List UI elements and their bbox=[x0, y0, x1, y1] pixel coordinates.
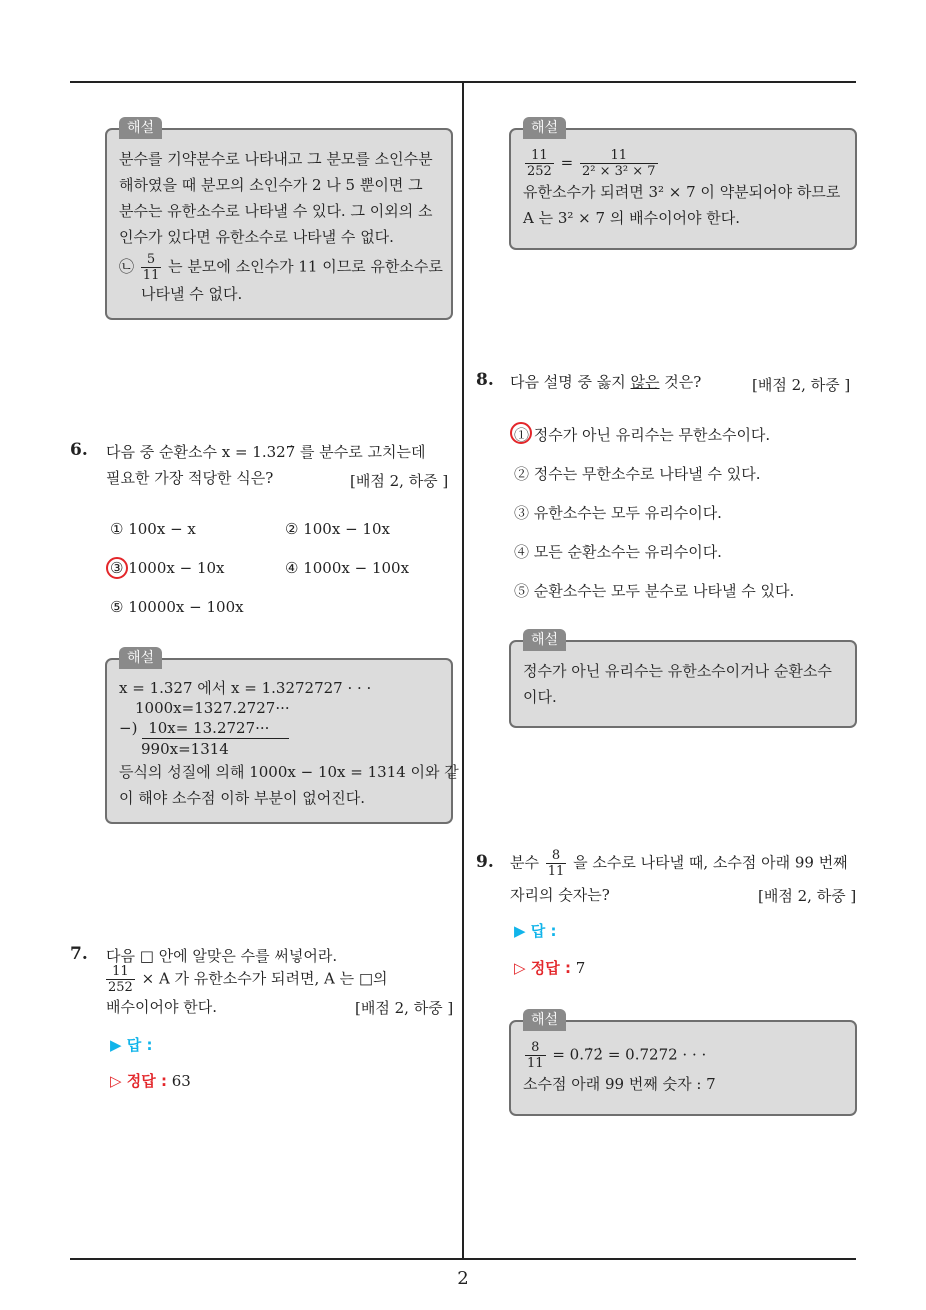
correct-label: ▷ 정답 : bbox=[110, 1072, 167, 1090]
explanation-tag: 해설 bbox=[523, 117, 566, 139]
bottom-rule bbox=[70, 1258, 856, 1260]
explanation-line: 등식의 성질에 의해 1000x − 10x = 1314 이와 같 bbox=[119, 763, 459, 781]
explanation-line: 이다. bbox=[523, 688, 557, 706]
question-7-meta: [배점 2, 하중 ] bbox=[355, 999, 454, 1017]
choice-5[interactable]: ⑤ 순환소수는 모두 분수로 나타낼 수 있다. bbox=[514, 582, 795, 600]
numerator: 8 bbox=[525, 1040, 546, 1056]
correct-answer bbox=[110, 1070, 191, 1091]
question-number-8: 8. bbox=[476, 370, 494, 390]
denominator: 11 bbox=[142, 268, 160, 283]
choice-5[interactable]: ⑤ 10000x − 100x bbox=[110, 598, 244, 616]
explanation-line: 이 해야 소수점 이하 부분이 없어진다. bbox=[119, 789, 365, 807]
question-number-7: 7. bbox=[70, 944, 88, 964]
question-8-text-a: 다음 설명 중 옳지 bbox=[510, 373, 631, 391]
choice-1[interactable]: ① 100x − x bbox=[110, 520, 196, 538]
question-number-6: 6. bbox=[70, 440, 88, 460]
question-9-meta: [배점 2, 하중 ] bbox=[758, 887, 857, 905]
equals: = bbox=[560, 153, 574, 172]
numerator: 11 bbox=[106, 964, 135, 980]
explanation-tag: 해설 bbox=[523, 1009, 566, 1031]
choice-3[interactable]: ③ 유한소수는 모두 유리수이다. bbox=[514, 504, 722, 522]
explanation-line: 소수점 아래 99 번째 숫자 : 7 bbox=[523, 1075, 716, 1093]
item-text: 는 분모에 소인수가 11 이므로 유한소수로 bbox=[168, 257, 443, 276]
question-7-text: × A 가 유한소수가 되려면, A 는 □의 bbox=[141, 969, 388, 988]
explanation-line: 인수가 있다면 유한소수로 나타낼 수 없다. bbox=[119, 228, 394, 246]
explanation-item bbox=[119, 252, 441, 283]
denominator: 252 bbox=[108, 980, 133, 995]
explanation-line: A 는 3² × 7 의 배수이어야 한다. bbox=[523, 209, 741, 227]
explanation-line: 990x=1314 bbox=[141, 740, 229, 758]
question-7-line1: 다음 □ 안에 알맞은 수를 써넣어라. bbox=[106, 947, 338, 965]
question-9-pre: 분수 bbox=[510, 853, 539, 872]
denominator: 11 bbox=[547, 864, 565, 879]
explanation-line: 분수는 유한소수로 나타낼 수 있다. 그 이외의 소 bbox=[119, 202, 433, 220]
question-6-line1: 다음 중 순환소수 x = 1.327̇ 를 분수로 고치는데 bbox=[106, 443, 426, 461]
explanation-tag: 해설 bbox=[119, 117, 162, 139]
fraction bbox=[525, 148, 554, 179]
subtrahend: 10x= 13.2727··· bbox=[142, 718, 289, 739]
subtraction-line bbox=[119, 718, 441, 739]
explanation-line: 1000x=1327.2727··· bbox=[135, 699, 290, 717]
denominator: 2² × 3² × 7 bbox=[581, 164, 656, 179]
choice-2[interactable]: ② 100x − 10x bbox=[285, 520, 390, 538]
fraction bbox=[106, 964, 135, 995]
numerator: 8 bbox=[546, 848, 567, 864]
question-9-line2: 자리의 숫자는? bbox=[510, 886, 610, 904]
explanation-box-8 bbox=[509, 632, 857, 728]
equation-rest: = 0.7̇2̇ = 0.7272 · · · bbox=[552, 1045, 707, 1064]
numerator: 5 bbox=[141, 252, 162, 268]
choice-3[interactable]: ③ 1000x − 10x bbox=[110, 559, 225, 577]
correct-answer bbox=[514, 957, 585, 978]
denominator: 252 bbox=[527, 164, 552, 179]
explanation-box-9 bbox=[509, 1012, 857, 1116]
fraction bbox=[141, 252, 162, 283]
explanation-line: 유한소수가 되려면 3² × 7 이 약분되어야 하므로 bbox=[523, 183, 841, 201]
question-6-line2: 필요한 가장 적당한 식은? bbox=[106, 469, 274, 487]
correct-value: 7 bbox=[575, 959, 586, 977]
column-divider bbox=[462, 82, 464, 1258]
choice-2[interactable]: ② 정수는 무한소수로 나타낼 수 있다. bbox=[514, 465, 761, 483]
numerator: 11 bbox=[525, 148, 554, 164]
fraction bbox=[525, 1040, 546, 1071]
fraction bbox=[580, 148, 658, 179]
equation-line bbox=[523, 148, 845, 179]
page-number: 2 bbox=[457, 1268, 469, 1289]
question-8-line1 bbox=[510, 369, 701, 395]
item-mark: ㉡ bbox=[119, 257, 135, 276]
explanation-line: 정수가 아닌 유리수는 유한소수이거나 순환소수 bbox=[523, 662, 832, 680]
question-7-line2 bbox=[104, 964, 388, 995]
explanation-line: x = 1.327 에서 x = 1.3272727 · · · bbox=[119, 679, 372, 697]
explanation-box-6 bbox=[105, 650, 459, 824]
correct-value: 63 bbox=[171, 1072, 191, 1090]
question-9-line1 bbox=[510, 848, 848, 879]
denominator: 11 bbox=[527, 1056, 544, 1071]
explanation-line: 분수를 기약분수로 나타내고 그 분모를 소인수분 bbox=[119, 150, 433, 168]
question-9-text: 을 소수로 나타낼 때, 소수점 아래 99 번째 bbox=[573, 853, 848, 872]
equation-line bbox=[523, 1040, 845, 1071]
question-6-meta: [배점 2, 하중 ] bbox=[350, 472, 449, 490]
choice-4[interactable]: ④ 모든 순환소수는 유리수이다. bbox=[514, 543, 722, 561]
question-number-9: 9. bbox=[476, 852, 494, 872]
answer-input[interactable]: ▶ 답 : bbox=[514, 922, 557, 940]
explanation-line: 나타낼 수 없다. bbox=[141, 285, 243, 303]
explanation-tag: 해설 bbox=[523, 629, 566, 651]
question-8-meta: [배점 2, 하중 ] bbox=[752, 376, 851, 394]
minus-sign: −) bbox=[119, 719, 138, 737]
correct-label: ▷ 정답 : bbox=[514, 959, 571, 977]
question-8-text-c: 것은? bbox=[659, 373, 702, 391]
numerator: 11 bbox=[580, 148, 658, 164]
choice-4[interactable]: ④ 1000x − 100x bbox=[285, 559, 410, 577]
answer-input[interactable]: ▶ 답 : bbox=[110, 1036, 153, 1054]
explanation-box-7 bbox=[509, 120, 857, 250]
explanation-box-5 bbox=[105, 120, 453, 320]
question-8-emphasis: 않은 bbox=[630, 373, 660, 391]
explanation-line: 해하였을 때 분모의 소인수가 2 나 5 뿐이면 그 bbox=[119, 176, 423, 194]
fraction bbox=[546, 848, 567, 879]
explanation-tag: 해설 bbox=[119, 647, 162, 669]
question-7-line3: 배수이어야 한다. bbox=[106, 998, 217, 1016]
choice-1[interactable]: ① 정수가 아닌 유리수는 무한소수이다. bbox=[514, 426, 771, 444]
